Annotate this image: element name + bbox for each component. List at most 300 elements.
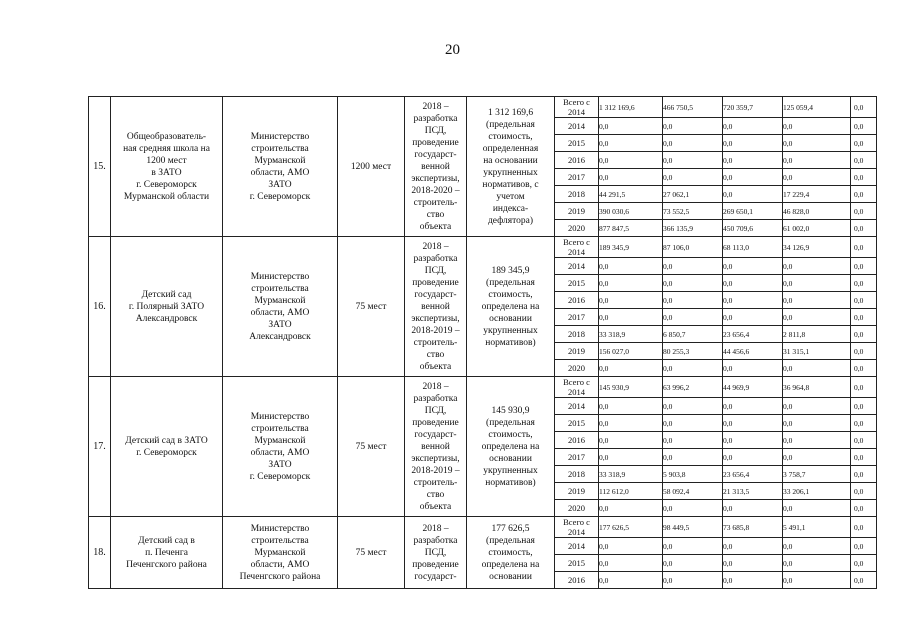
value-cell: 0,0	[851, 500, 877, 517]
project-phases-line: экспертизы,	[411, 173, 460, 184]
value-cell: 0,0	[599, 118, 663, 135]
project-phases-line: ПСД,	[424, 405, 447, 416]
value-cell: 0,0	[599, 415, 663, 432]
project-customer-line: строительства	[251, 283, 309, 294]
project-cost-line: (предельная	[486, 277, 535, 288]
project-customer-line: строительства	[251, 535, 309, 546]
project-phases-line: ство	[426, 349, 445, 360]
value-cell: 0,0	[851, 572, 877, 589]
year-cell: Всего с 2014	[555, 517, 599, 538]
value-cell: 0,0	[783, 169, 851, 186]
project-capacity: 75 мест	[338, 377, 405, 517]
table-row	[89, 97, 877, 118]
project-cost-line: определенная	[482, 143, 539, 154]
value-cell: 0,0	[663, 538, 723, 555]
project-phases-line: 2018-2019 –	[411, 325, 460, 336]
value-cell: 366 135,9	[663, 220, 723, 237]
value-cell: 0,0	[851, 398, 877, 415]
project-customer-line: ЗАТО	[268, 319, 292, 330]
project-customer-line: области, АМО	[250, 167, 310, 178]
value-cell: 0,0	[723, 398, 783, 415]
value-cell: 36 964,8	[783, 377, 851, 398]
project-cost-line: стоимость,	[488, 289, 533, 300]
value-cell: 33 206,1	[783, 483, 851, 500]
value-cell: 0,0	[723, 432, 783, 449]
year-cell: Всего с 2014	[555, 377, 599, 398]
project-capacity: 75 мест	[338, 237, 405, 377]
value-cell: 73 685,8	[723, 517, 783, 538]
year-cell: 2019	[555, 483, 599, 500]
value-cell: 6 850,7	[663, 326, 723, 343]
year-cell: Всего с 2014	[555, 237, 599, 258]
project-phases-line: проведение	[412, 137, 459, 148]
project-name-line: г. Полярный ЗАТО	[128, 301, 205, 312]
project-customer-line: г. Североморск	[249, 191, 311, 202]
project-customer-line: г. Североморск	[249, 471, 311, 482]
project-name-line: в ЗАТО	[151, 167, 182, 178]
value-cell: 23 656,4	[723, 466, 783, 483]
project-customer-line: Мурманской	[254, 155, 306, 166]
value-cell: 877 847,5	[599, 220, 663, 237]
value-cell: 0,0	[851, 135, 877, 152]
value-cell: 0,0	[851, 377, 877, 398]
project-cost-line: определена на	[481, 559, 540, 570]
project-cost-line: нормативов)	[485, 337, 536, 348]
value-cell: 0,0	[723, 309, 783, 326]
value-cell: 0,0	[851, 220, 877, 237]
project-cost-line: укрупненных	[483, 167, 538, 178]
year-cell: 2015	[555, 415, 599, 432]
value-cell: 177 626,5	[599, 517, 663, 538]
project-phases-line: объекта	[419, 501, 452, 512]
value-cell: 0,0	[663, 275, 723, 292]
project-phases	[405, 377, 467, 517]
year-cell: 2014	[555, 118, 599, 135]
project-phases	[405, 97, 467, 237]
value-cell: 189 345,9	[599, 237, 663, 258]
year-cell: 2017	[555, 449, 599, 466]
project-phases-line: венной	[421, 301, 450, 312]
value-cell: 0,0	[783, 360, 851, 377]
value-cell: 0,0	[663, 572, 723, 589]
project-customer-line: Министерство	[250, 523, 310, 534]
value-cell: 0,0	[851, 237, 877, 258]
project-phases-line: объекта	[419, 221, 452, 232]
project-name	[111, 517, 223, 589]
value-cell: 0,0	[723, 449, 783, 466]
value-cell: 0,0	[723, 186, 783, 203]
value-cell: 720 359,7	[723, 97, 783, 118]
project-phases-line: 2018 –	[422, 381, 449, 392]
value-cell: 0,0	[599, 309, 663, 326]
project-cost-line: 177 626,5	[491, 523, 530, 534]
project-cost-line: основании	[489, 571, 532, 582]
value-cell: 0,0	[663, 415, 723, 432]
project-customer-line: Александровск	[249, 331, 311, 342]
value-cell: 0,0	[783, 118, 851, 135]
value-cell: 0,0	[851, 97, 877, 118]
value-cell: 0,0	[851, 152, 877, 169]
value-cell: 73 552,5	[663, 203, 723, 220]
value-cell: 0,0	[723, 275, 783, 292]
project-name	[111, 97, 223, 237]
value-cell: 0,0	[851, 538, 877, 555]
value-cell: 0,0	[663, 169, 723, 186]
project-phases-line: 2018 –	[422, 241, 449, 252]
year-cell: 2014	[555, 258, 599, 275]
value-cell: 0,0	[723, 500, 783, 517]
project-name-line: Детский сад в ЗАТО	[125, 435, 208, 446]
project-customer-line: ЗАТО	[268, 459, 292, 470]
project-name-line: Общеобразователь-	[126, 131, 207, 142]
project-phases-line: разработка	[413, 535, 458, 546]
value-cell: 63 996,2	[663, 377, 723, 398]
value-cell: 0,0	[599, 360, 663, 377]
value-cell: 68 113,0	[723, 237, 783, 258]
value-cell: 125 059,4	[783, 97, 851, 118]
value-cell: 0,0	[723, 555, 783, 572]
project-cost-line: определена на	[481, 441, 540, 452]
project-customer-line: области, АМО	[250, 447, 310, 458]
project-number: 18.	[89, 517, 111, 589]
project-cost-line: нормативов, с	[482, 179, 539, 190]
value-cell: 0,0	[851, 360, 877, 377]
value-cell: 0,0	[851, 203, 877, 220]
value-cell: 0,0	[851, 275, 877, 292]
value-cell: 0,0	[599, 449, 663, 466]
value-cell: 0,0	[663, 309, 723, 326]
value-cell: 0,0	[599, 555, 663, 572]
project-phases-line: разработка	[413, 393, 458, 404]
value-cell: 0,0	[599, 432, 663, 449]
project-name-line: г. Североморск	[136, 179, 197, 190]
project-cost-line: индекса-	[492, 203, 529, 214]
project-cost-line: 145 930,9	[491, 405, 530, 416]
project-customer-line: строительства	[251, 423, 309, 434]
value-cell: 1 312 169,6	[599, 97, 663, 118]
year-cell: 2014	[555, 538, 599, 555]
project-cost-line: основании	[489, 313, 532, 324]
value-cell: 0,0	[851, 415, 877, 432]
project-cost	[467, 517, 555, 589]
project-name-line: Детский сад	[141, 289, 192, 300]
project-name	[111, 377, 223, 517]
project-name-line: Детский сад в	[138, 535, 195, 546]
value-cell: 269 650,1	[723, 203, 783, 220]
project-phases-line: ПСД,	[424, 265, 447, 276]
project-name-line: Александровск	[135, 313, 198, 324]
value-cell: 0,0	[599, 572, 663, 589]
project-customer-line: Министерство	[250, 411, 310, 422]
value-cell: 21 313,5	[723, 483, 783, 500]
value-cell: 0,0	[783, 572, 851, 589]
project-phases-line: объекта	[419, 361, 452, 372]
year-cell: 2015	[555, 135, 599, 152]
project-phases-line: государст-	[414, 149, 457, 160]
project-customer-line: Министерство	[250, 131, 310, 142]
value-cell: 0,0	[663, 500, 723, 517]
value-cell: 0,0	[599, 169, 663, 186]
project-capacity: 75 мест	[338, 517, 405, 589]
project-name-line: 1200 мест	[146, 155, 187, 166]
project-customer-line: Печенгского района	[239, 571, 321, 582]
value-cell: 23 656,4	[723, 326, 783, 343]
project-phases-line: разработка	[413, 253, 458, 264]
value-cell: 0,0	[663, 135, 723, 152]
value-cell: 98 449,5	[663, 517, 723, 538]
project-phases-line: государст-	[414, 429, 457, 440]
year-cell: Всего с 2014	[555, 97, 599, 118]
value-cell: 0,0	[599, 500, 663, 517]
value-cell: 0,0	[663, 449, 723, 466]
project-phases-line: проведение	[412, 277, 459, 288]
project-phases-line: венной	[421, 161, 450, 172]
project-name-line: ная средняя школа на	[123, 143, 210, 154]
year-cell: 2016	[555, 152, 599, 169]
value-cell: 80 255,3	[663, 343, 723, 360]
value-cell: 0,0	[599, 275, 663, 292]
value-cell: 44 291,5	[599, 186, 663, 203]
project-phases-line: 2018 –	[422, 523, 449, 534]
project-cost	[467, 97, 555, 237]
value-cell: 0,0	[723, 415, 783, 432]
project-cost-line: стоимость,	[488, 547, 533, 558]
year-cell: 2019	[555, 343, 599, 360]
value-cell: 0,0	[723, 360, 783, 377]
project-phases-line: венной	[421, 441, 450, 452]
value-cell: 156 027,0	[599, 343, 663, 360]
year-cell: 2016	[555, 432, 599, 449]
project-phases-line: ство	[426, 209, 445, 220]
value-cell: 27 062,1	[663, 186, 723, 203]
project-phases-line: экспертизы,	[411, 313, 460, 324]
value-cell: 5 491,1	[783, 517, 851, 538]
value-cell: 450 709,6	[723, 220, 783, 237]
value-cell: 87 106,0	[663, 237, 723, 258]
year-cell: 2019	[555, 203, 599, 220]
value-cell: 0,0	[851, 169, 877, 186]
year-cell: 2015	[555, 275, 599, 292]
value-cell: 0,0	[783, 555, 851, 572]
table-row	[89, 237, 877, 258]
year-cell: 2018	[555, 326, 599, 343]
value-cell: 5 903,8	[663, 466, 723, 483]
project-cost-line: определена на	[481, 301, 540, 312]
year-cell: 2017	[555, 169, 599, 186]
project-phases-line: строитель-	[413, 197, 458, 208]
value-cell: 0,0	[851, 326, 877, 343]
value-cell: 0,0	[599, 398, 663, 415]
value-cell: 33 318,9	[599, 326, 663, 343]
project-customer-line: строительства	[251, 143, 309, 154]
value-cell: 0,0	[783, 309, 851, 326]
project-cost-line: учетом	[496, 191, 525, 202]
project-name-line: Печенгского района	[126, 559, 207, 570]
value-cell: 145 930,9	[599, 377, 663, 398]
project-customer	[223, 97, 338, 237]
project-cost-line: (предельная	[486, 535, 535, 546]
project-phases-line: государст-	[414, 571, 457, 582]
project-cost-line: (предельная	[486, 119, 535, 130]
value-cell: 58 092,4	[663, 483, 723, 500]
investment-table	[88, 96, 877, 589]
project-cost-line: на основании	[483, 155, 538, 166]
value-cell: 0,0	[851, 292, 877, 309]
project-cost-line: 1 312 169,6	[487, 107, 534, 118]
value-cell: 0,0	[663, 292, 723, 309]
project-phases-line: строитель-	[413, 477, 458, 488]
project-name-line: п. Печенга	[145, 547, 188, 558]
value-cell: 2 811,8	[783, 326, 851, 343]
value-cell: 0,0	[851, 258, 877, 275]
project-cost-line: дефлятора)	[487, 215, 534, 226]
value-cell: 0,0	[723, 572, 783, 589]
value-cell: 0,0	[783, 152, 851, 169]
project-cost-line: (предельная	[486, 417, 535, 428]
value-cell: 0,0	[783, 500, 851, 517]
value-cell: 0,0	[723, 118, 783, 135]
project-customer-line: ЗАТО	[268, 179, 292, 190]
project-customer	[223, 377, 338, 517]
project-customer	[223, 237, 338, 377]
project-phases-line: проведение	[412, 559, 459, 570]
value-cell: 0,0	[723, 152, 783, 169]
value-cell: 0,0	[663, 152, 723, 169]
project-phases-line: ПСД,	[424, 547, 447, 558]
value-cell: 31 315,1	[783, 343, 851, 360]
value-cell: 0,0	[663, 118, 723, 135]
year-cell: 2016	[555, 572, 599, 589]
value-cell: 0,0	[851, 118, 877, 135]
project-customer	[223, 517, 338, 589]
value-cell: 0,0	[783, 415, 851, 432]
value-cell: 0,0	[723, 258, 783, 275]
year-cell: 2020	[555, 360, 599, 377]
value-cell: 0,0	[783, 135, 851, 152]
project-phases-line: ство	[426, 489, 445, 500]
value-cell: 0,0	[851, 555, 877, 572]
value-cell: 466 750,5	[663, 97, 723, 118]
year-cell: 2020	[555, 500, 599, 517]
value-cell: 17 229,4	[783, 186, 851, 203]
value-cell: 0,0	[851, 309, 877, 326]
project-name-line: Мурманской области	[123, 191, 210, 202]
value-cell: 44 969,9	[723, 377, 783, 398]
value-cell: 61 002,0	[783, 220, 851, 237]
year-cell: 2016	[555, 292, 599, 309]
table-row	[89, 377, 877, 398]
project-cost-line: основании	[489, 453, 532, 464]
project-customer-line: области, АМО	[250, 559, 310, 570]
value-cell: 0,0	[663, 432, 723, 449]
project-phases-line: 2018-2020 –	[411, 185, 460, 196]
project-phases	[405, 517, 467, 589]
project-phases-line: разработка	[413, 113, 458, 124]
project-customer-line: Мурманской	[254, 295, 306, 306]
value-cell: 0,0	[851, 343, 877, 360]
value-cell: 33 318,9	[599, 466, 663, 483]
project-phases	[405, 237, 467, 377]
value-cell: 0,0	[663, 258, 723, 275]
year-cell: 2018	[555, 466, 599, 483]
value-cell: 0,0	[851, 186, 877, 203]
value-cell: 0,0	[663, 398, 723, 415]
project-cost	[467, 237, 555, 377]
project-cost-line: нормативов)	[485, 477, 536, 488]
value-cell: 0,0	[783, 292, 851, 309]
value-cell: 0,0	[851, 483, 877, 500]
project-number: 15.	[89, 97, 111, 237]
value-cell: 0,0	[783, 538, 851, 555]
project-name	[111, 237, 223, 377]
project-number: 17.	[89, 377, 111, 517]
project-phases-line: 2018-2019 –	[411, 465, 460, 476]
project-cost-line: стоимость,	[488, 131, 533, 142]
value-cell: 3 758,7	[783, 466, 851, 483]
value-cell: 0,0	[599, 258, 663, 275]
value-cell: 112 612,0	[599, 483, 663, 500]
value-cell: 0,0	[599, 292, 663, 309]
project-phases-line: 2018 –	[422, 101, 449, 112]
project-cost-line: укрупненных	[483, 325, 538, 336]
value-cell: 0,0	[723, 292, 783, 309]
value-cell: 46 828,0	[783, 203, 851, 220]
year-cell: 2015	[555, 555, 599, 572]
year-cell: 2014	[555, 398, 599, 415]
project-number: 16.	[89, 237, 111, 377]
project-phases-line: экспертизы,	[411, 453, 460, 464]
value-cell: 0,0	[783, 398, 851, 415]
value-cell: 0,0	[663, 360, 723, 377]
value-cell: 44 456,6	[723, 343, 783, 360]
project-cost	[467, 377, 555, 517]
project-name-line: г. Североморск	[136, 447, 197, 458]
value-cell: 0,0	[783, 258, 851, 275]
value-cell: 0,0	[851, 449, 877, 466]
value-cell: 34 126,9	[783, 237, 851, 258]
page-number: 20	[445, 42, 460, 58]
project-cost-line: 189 345,9	[491, 265, 530, 276]
table-row	[89, 517, 877, 538]
year-cell: 2017	[555, 309, 599, 326]
value-cell: 0,0	[723, 538, 783, 555]
project-capacity: 1200 мест	[338, 97, 405, 237]
value-cell: 0,0	[599, 152, 663, 169]
project-phases-line: строитель-	[413, 337, 458, 348]
value-cell: 0,0	[723, 169, 783, 186]
value-cell: 390 030,6	[599, 203, 663, 220]
value-cell: 0,0	[851, 517, 877, 538]
project-phases-line: ПСД,	[424, 125, 447, 136]
project-phases-line: проведение	[412, 417, 459, 428]
year-cell: 2020	[555, 220, 599, 237]
value-cell: 0,0	[599, 538, 663, 555]
value-cell: 0,0	[851, 432, 877, 449]
project-phases-line: государст-	[414, 289, 457, 300]
project-customer-line: Мурманской	[254, 547, 306, 558]
value-cell: 0,0	[783, 432, 851, 449]
project-cost-line: стоимость,	[488, 429, 533, 440]
value-cell: 0,0	[851, 466, 877, 483]
value-cell: 0,0	[663, 555, 723, 572]
project-customer-line: Мурманской	[254, 435, 306, 446]
value-cell: 0,0	[599, 135, 663, 152]
value-cell: 0,0	[783, 275, 851, 292]
project-cost-line: укрупненных	[483, 465, 538, 476]
project-customer-line: области, АМО	[250, 307, 310, 318]
year-cell: 2018	[555, 186, 599, 203]
value-cell: 0,0	[723, 135, 783, 152]
